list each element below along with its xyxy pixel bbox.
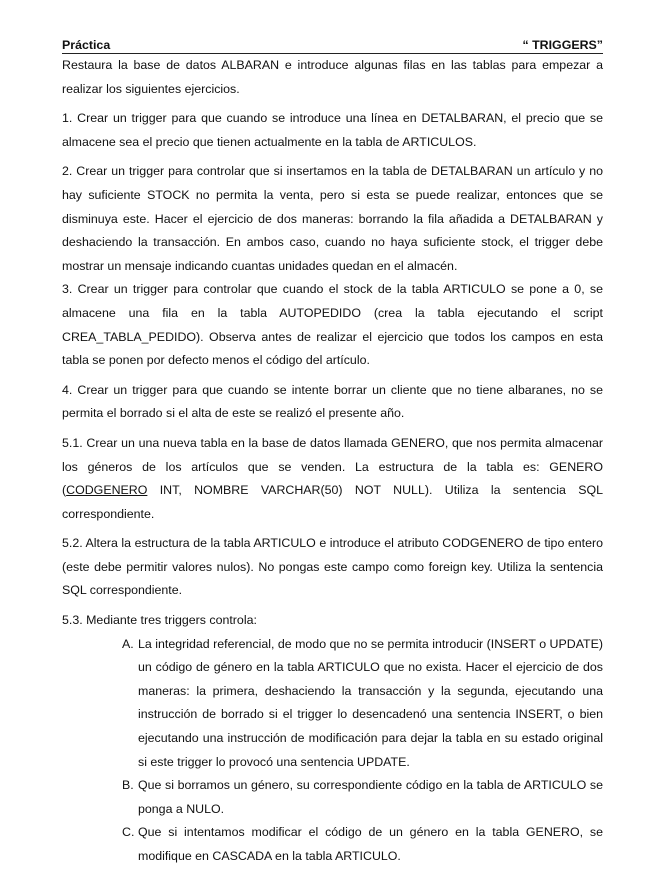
exercise-5-1-before: 5.1. Crear un una nueva tabla en la base de datos llamada GENERO, que nos permita almacenar los géneros de los artículos que se venden. La estructura de la tabla es: GENERO ( xyxy=(62,435,603,498)
exercise-1: 1. Crear un trigger para que cuando se introduce una línea en DETALBARAN, el precio que se almacene sea el precio que tienen actualmente en la tabla de ARTICULOS. xyxy=(62,111,603,149)
exercise-5-2: 5.2. Altera la estructura de la tabla ARTICULO e introduce el atributo CODGENERO de tipo entero (este debe permitir valores nulos). No pongas este campo como foreign key. Utiliza la sentencia SQL correspondiente. xyxy=(62,536,603,598)
list-text: Que si intentamos modificar el código de un género en la tabla GENERO, se modifique en CASCADA en la tabla ARTICULO. xyxy=(138,825,603,863)
exercise-3: 3. Crear un trigger para controlar que cuando el stock de la tabla ARTICULO se pone a 0, se almacene una fila en la tabla AUTOPEDIDO (crea la tabla ejecutando el script CREA_TABLA_PEDIDO). Observa antes de realizar el ejercicio que todos los campos en esta tabla se ponen por defecto menos el código del artículo. xyxy=(62,282,603,368)
header-right: “ TRIGGERS” xyxy=(522,38,603,52)
intro-paragraph: Restaura la base de datos ALBARAN e introduce algunas filas en las tablas para empezar a realizar los siguientes ejercicios. xyxy=(62,58,603,96)
exercise-5-1 xyxy=(62,432,603,526)
list-text: Que si borramos un género, su correspondiente código en la tabla de ARTICULO se ponga a NULO. xyxy=(138,778,603,816)
page-header xyxy=(62,38,603,54)
list-letter: C. xyxy=(122,825,135,840)
document-page xyxy=(62,38,603,869)
exercise-5-3: 5.3. Mediante tres triggers controla: xyxy=(62,613,257,628)
header-left: Práctica xyxy=(62,38,111,52)
exercise-2: 2. Crear un trigger para controlar que si insertamos en la tabla de DETALBARAN un artículo y no hay suficiente STOCK no permita la venta, pero si esta se puede realizar, entonces que se disminuya este. Hacer el ejercicio de dos maneras: borrando la fila añadida a DETALBARAN y deshaciendo la transacción. En ambos caso, cuando no haya suficiente stock, el trigger debe mostrar un mensaje indicando cuantas unidades quedan en el almacén. xyxy=(62,164,603,273)
list-item xyxy=(122,821,603,868)
exercise-5-1-after: INT, NOMBRE VARCHAR(50) NOT NULL). Utiliza la sentencia SQL correspondiente. xyxy=(62,483,603,521)
list-text: La integridad referencial, de modo que no se permita introducir (INSERT o UPDATE) un código de género en la tabla ARTICULO que no exista. Hacer el ejercicio de dos maneras: la primera, deshaciendo la transacción y la segunda, ejecutando una instrucción de borrado si el trigger lo desencadenó una sentencia INSERT, o bien ejecutando una instrucción de modificación para dejar la tabla en su estado original si este trigger lo provocó una sentencia UPDATE. xyxy=(138,636,603,769)
trigger-list xyxy=(122,633,603,869)
list-item xyxy=(122,633,603,775)
exercise-4: 4. Crear un trigger para que cuando se intente borrar un cliente que no tiene albaranes, no se permita el borrado si el alta de este se realizó el presente año. xyxy=(62,382,603,421)
codgenero-underlined: CODGENERO xyxy=(66,483,148,498)
list-item xyxy=(122,774,603,821)
list-letter: B. xyxy=(122,778,134,793)
list-letter: A. xyxy=(122,636,134,651)
